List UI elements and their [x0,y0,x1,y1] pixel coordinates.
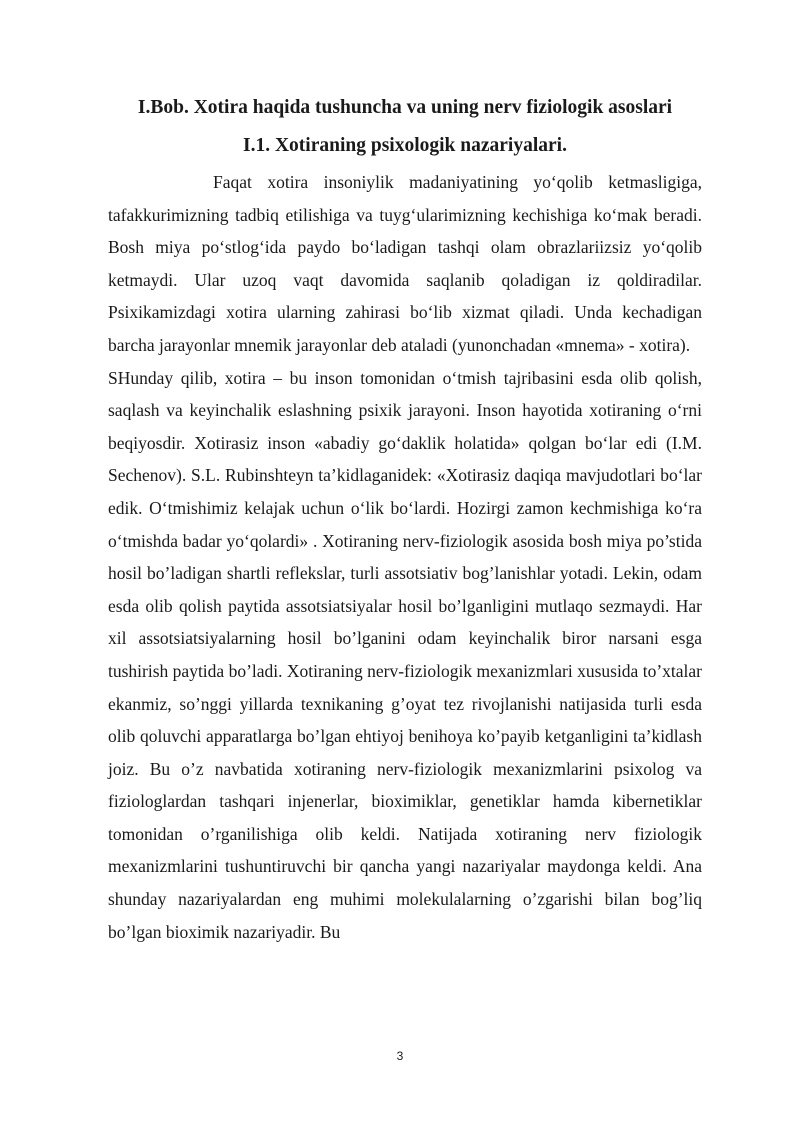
chapter-title: I.Bob. Xotira haqida tushuncha va uning nerv fiziologik asoslari [137,97,673,118]
document-page [108,88,702,948]
paragraph-main: SHunday qilib, xotira – bu inson tomonidan o‘tmish tajribasini esda olib qolish, saqlash va keyinchalik eslashning psixik jarayoni. Inson hayotida xotiraning o‘rni beqiyosdir. Xotirasiz inson «abadiy go‘daklik holatida» qolgan bo‘lar edi (I.M. Sechenov). S.L. Rubinshteyn ta’kidlaganidek: «Xotirasiz daqiqa mavjudotlari bo‘lar edik. O‘tmishimiz kelajak uchun o‘lik bo‘lardi. Hozirgi zamon kechmishiga ko‘ra o‘tmishda badar yo‘qolardi» . Xotiraning nerv-fiziologik asosida bosh miya po’stida hosil bo’ladigan shartli reflekslar, turli assotsiativ bog’lanishlar yotadi. Lekin, odam esda olib qolish paytida assotsiatsiyalar hosil bo’lganligini mutlaqo sezmaydi. Har xil assotsiatsiyalarning hosil bo’lganini odam keyinchalik biror narsani esga tushirish paytida bo’ladi. Xotiraning nerv-fiziologik mexanizmlari xususida to’xtalar ekanmiz, so’nggi yillarda texnikaning g’oyat tez rivojlanishi natijasida turli esda olib qoluvchi apparatlarga bo’lgan ehtiyoj benihoya ko’payib ketganligini ta’kidlash joiz. Bu o’z navbatida xotiraning nerv-fiziologik mexanizmlarini psixolog va fiziologlardan tashqari injenerlar, bioximiklar, genetiklar hamda kibernetiklar tomonidan o’rganilishiga olib keldi. Natijada xotiraning nerv fiziologik mexanizmlarini tushuntiruvchi bir qancha yangi nazariyalar maydonga keldi. Ana shunday nazariyalardan eng muhimi molekulalarning o’zgarishi bilan bog’liq bo’lgan bioximik nazariyadir. Bu [108,367,702,942]
page-number: 3 [396,1049,404,1063]
paragraph-intro: Faqat xotira insoniylik madaniyatining yo‘qolib ketmasligiga, tafakkurimizning tadbiq etilishiga va tuyg‘ularimizning kechishiga ko‘mak beradi. Bosh miya po‘stlog‘ida paydo bo‘ladigan tashqi olam obrazlariizsiz yo‘qolib ketmaydi. Ular uzoq vaqt davomida saqlanib qoladigan iz qoldiradilar. Psixikamizdagi xotira ularning zahirasi bo‘lib xizmat qiladi. Unda kechadigan barcha jarayonlar mnemik jarayonlar deb ataladi (yunonchadan «mnema» - xotira). [108,172,702,355]
section-title: I.1. Xotiraning psixologik nazariyalari. [243,135,567,156]
